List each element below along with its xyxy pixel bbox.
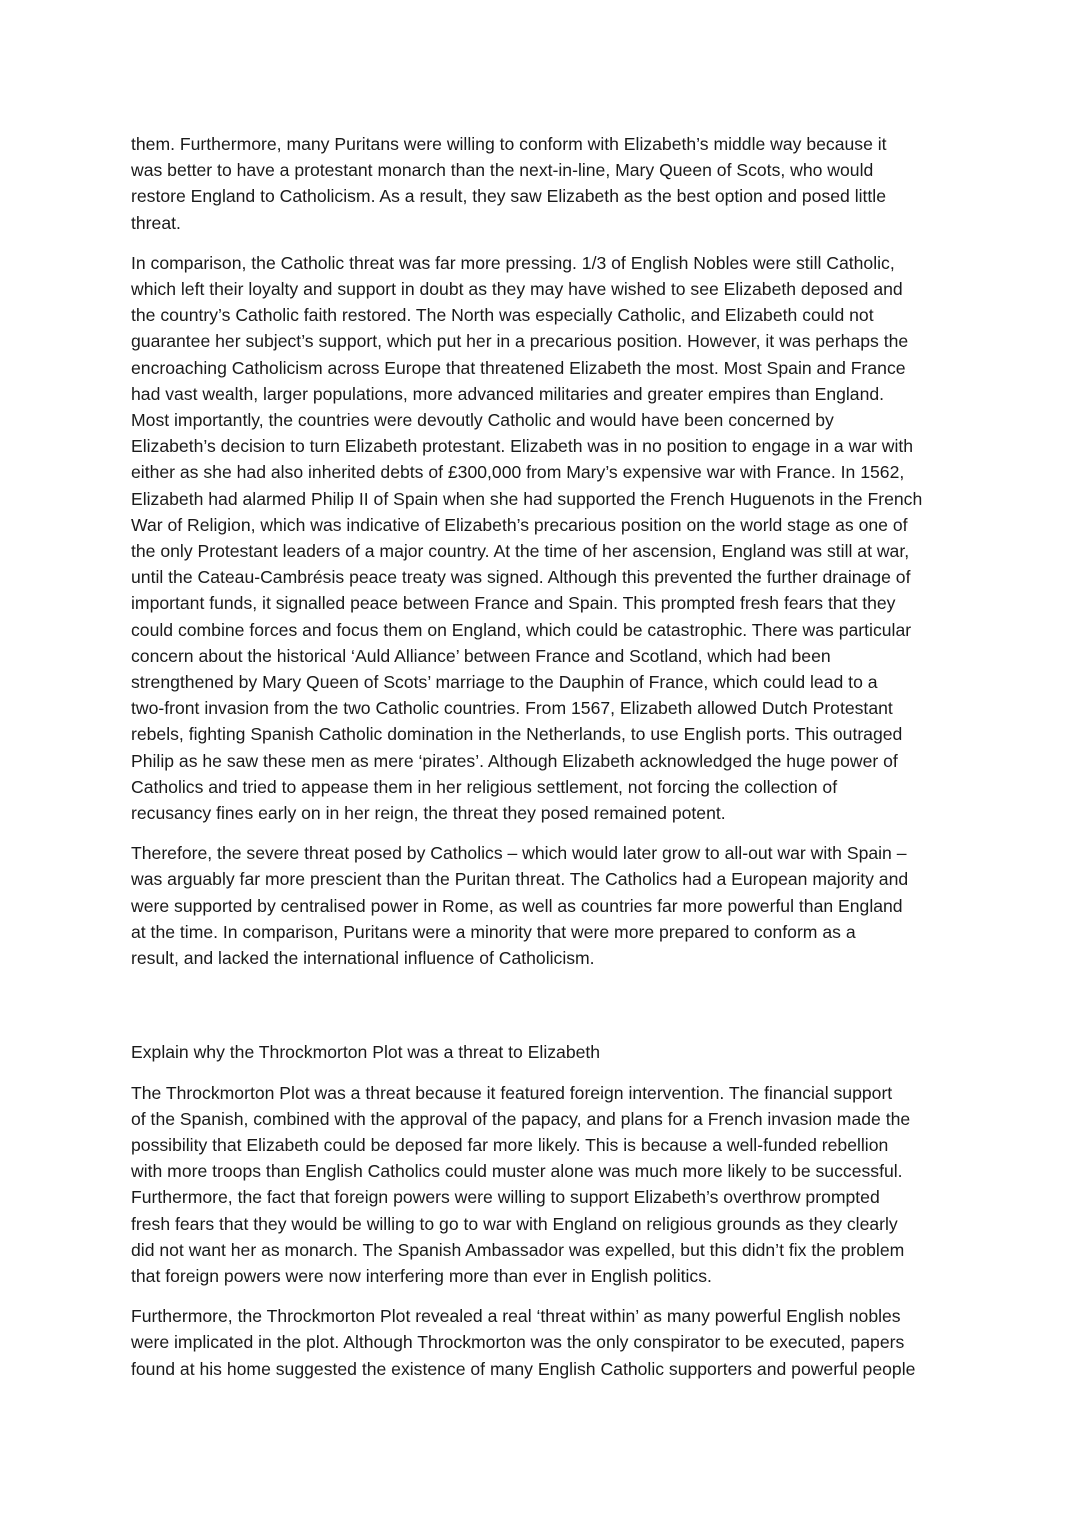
paragraph-foreign-intervention: The Throckmorton Plot was a threat because it featured foreign intervention. The financial support of the Spanish, combined with the approval of the papacy, and plans for a French invasion made the possibility that Elizabeth could be deposed far more likely. This is because a well-funded rebellion with more troops than English Catholics could muster alone was much more likely to be successful. Furthermore, the fact that foreign powers were willing to support Elizabeth’s overthrow prompted fresh fears that they would be willing to go to war with England on religious grounds as they clearly did not want her as monarch. The Spanish Ambassador was expelled, but this didn’t fix the problem that foreign powers were now interfering more than ever in English politics. xyxy=(131,1082,911,1286)
paragraph-threat-within: Furthermore, the Throckmorton Plot revealed a real ‘threat within’ as many powerful English nobles were implicated in the plot. Although Throckmorton was the only conspirator to be executed, papers found at his home suggested the existence of many English Catholic supporters and powerful people xyxy=(131,1306,916,1379)
section-gap xyxy=(131,985,951,1039)
question-heading: Explain why the Throckmorton Plot was a threat to Elizabeth xyxy=(131,1042,601,1063)
paragraph-puritans-conform: them. Furthermore, many Puritans were willing to conform with Elizabeth’s middle way because it was better to have a protestant monarch than the next-in-line, Mary Queen of Scots, who would restore England to Catholicism. As a result, they saw Elizabeth as the best option and posed little threat. xyxy=(131,134,887,233)
document-page xyxy=(131,131,951,1396)
paragraph-catholic-threat: In comparison, the Catholic threat was far more pressing. 1/3 of English Nobles were still Catholic, which left their loyalty and support in doubt as they may have wished to see Elizabeth deposed and the country’s Catholic faith restored. The North was especially Catholic, and Elizabeth could not guarantee her subject’s support, which put her in a precarious position. However, it was perhaps the encroaching Catholicism across Europe that threatened Elizabeth the most. Most Spain and France had vast wealth, larger populations, more advanced militaries and greater empires than England. Most importantly, the countries were devoutly Catholic and would have been concerned by Elizabeth’s decision to turn Elizabeth protestant. Elizabeth was in no position to engage in a war with either as she had also inherited debts of £300,000 from Mary’s expensive war with France. In 1562, Elizabeth had alarmed Philip II of Spain when she had supported the French Huguenots in the French War of Religion, which was indicative of Elizabeth’s precarious position on the world stage as one of the only Protestant leaders of a major country. At the time of her ascension, England was still at war, until the Cateau-Cambrésis peace treaty was signed. Although this prevented the further drainage of important funds, it signalled peace between France and Spain. This prompted fresh fears that they could combine forces and focus them on England, which could be catastrophic. There was particular concern about the historical ‘Auld Alliance’ between France and Scotland, which had been strengthened by Mary Queen of Scots’ marriage to the Dauphin of France, which could lead to a two-front invasion from the two Catholic countries. From 1567, Elizabeth allowed Dutch Protestant rebels, fighting Spanish Catholic domination in the Netherlands, to use English ports. This outraged Philip as he saw these men as mere ‘pirates’. Although Elizabeth acknowledged the huge power of Catholics and tried to appease them in her religious settlement, not forcing the collection of recusancy fines early on in her reign, the threat they posed remained potent. xyxy=(131,252,923,824)
paragraph-conclusion: Therefore, the severe threat posed by Catholics – which would later grow to all-out war with Spain – was arguably far more prescient than the Puritan threat. The Catholics had a European majority and were supported by centralised power in Rome, as well as countries far more powerful than England at the time. In comparison, Puritans were a minority that were more prepared to conform as a result, and lacked the international influence of Catholicism. xyxy=(131,843,909,969)
